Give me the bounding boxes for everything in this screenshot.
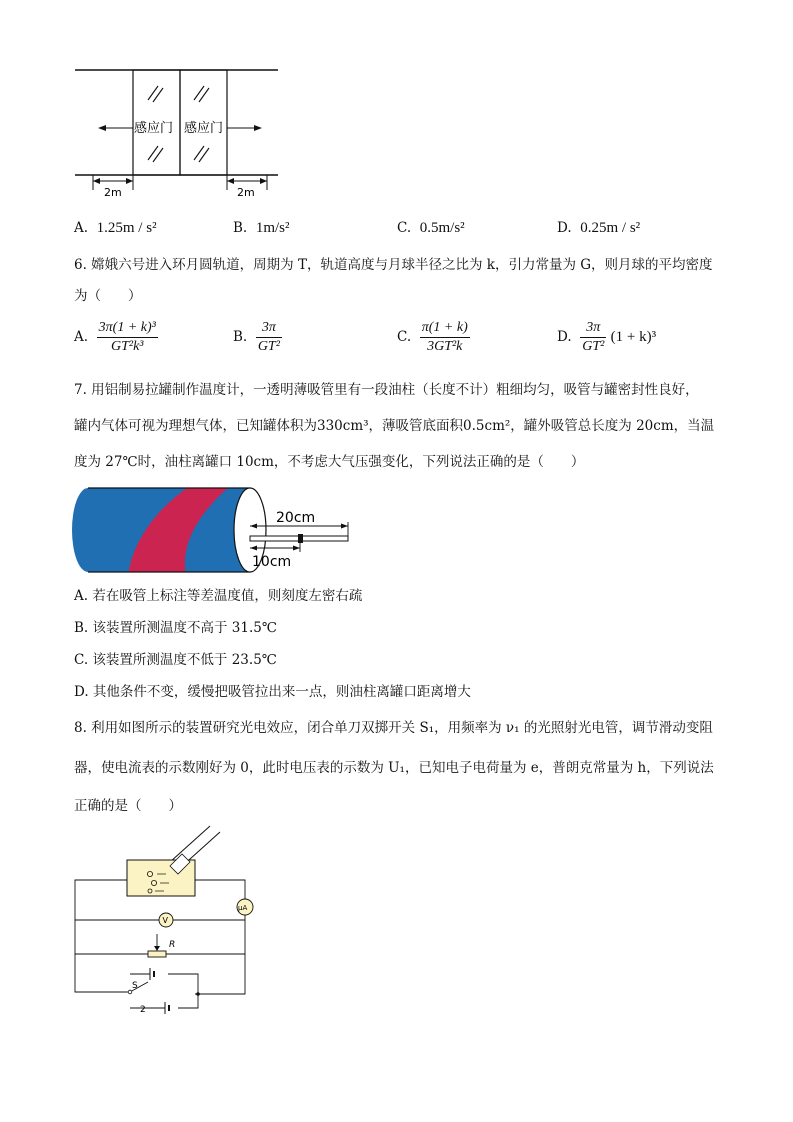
- sensor-door-figure: [70, 62, 285, 202]
- q6-stem-line2: 为（ ）: [74, 288, 142, 304]
- switch-label: S: [132, 981, 138, 991]
- q7-stem-line2: 罐内气体可视为理想气体，已知罐体积为330cm³，薄吸管底面积0.5cm²，罐外吸管总长度为 20cm，当温: [74, 418, 715, 434]
- oil-column: [298, 534, 303, 543]
- q6-option-d: D. $\frac{3\pi}{\text{GT²}}$ (1 + k)³: [557, 320, 657, 354]
- q8-stem-line3: 正确的是（ ）: [74, 798, 182, 814]
- q8-stem-line2: 器，使电流表的示数刚好为 0，此时电压表的示数为 U₁，已知电子电荷量为 e，普朗克常量为 h，下列说法: [74, 760, 714, 776]
- rheostat: [148, 951, 166, 957]
- q8-stem-line1: 8. 利用如图所示的装置研究光电效应，闭合单刀双掷开关 S₁，用频率为 ν₁ 的光照射光电管，调节滑动变阻: [74, 720, 713, 736]
- voltmeter-label: V: [162, 916, 168, 925]
- can-thermometer-figure: [70, 484, 360, 576]
- door-dim-left: 2m: [104, 186, 122, 199]
- photoelectric-circuit-figure: [70, 822, 270, 1022]
- door-label-left: 感应门: [134, 121, 174, 136]
- q7-option-d: D. 其他条件不变，缓慢把吸管拉出来一点，则油柱离罐口距离增大: [74, 684, 471, 700]
- q5-option-d: D. 0.25m / s²: [557, 220, 641, 236]
- ammeter-label: μA: [238, 904, 248, 912]
- q5-option-b: B. 1m/s²: [233, 220, 290, 236]
- q7-option-b: B. 该装置所测温度不高于 31.5℃: [74, 620, 277, 636]
- q7-stem-line1: 7. 用铝制易拉罐制作温度计，一透明薄吸管里有一段油柱（长度不计）粗细均匀，吸管与罐密封性良好，: [74, 382, 699, 398]
- q7-option-a: A. 若在吸管上标注等差温度值，则刻度左密右疏: [74, 588, 363, 604]
- oil-distance-label: 10cm: [252, 554, 292, 570]
- q6-stem-line1: 6. 嫦娥六号进入环月圆轨道，周期为 T，轨道高度与月球半径之比为 k，引力常量为 G，则月球的平均密度: [74, 257, 713, 273]
- straw-length-label: 20cm: [276, 510, 316, 526]
- door-label-right: 感应门: [184, 121, 224, 136]
- q5-option-a: A. 1.25m / s²: [74, 220, 157, 236]
- q7-option-c: C. 该装置所测温度不低于 23.5℃: [74, 652, 277, 668]
- rheostat-label: R: [169, 940, 176, 950]
- q7-stem-line3: 度为 27℃时，油柱离罐口 10cm，不考虑大气压强变化，下列说法正确的是（ ）: [74, 454, 585, 470]
- door-dim-right: 2m: [237, 186, 255, 199]
- q6-option-a: A. $\frac{\text{3π(1 + k)³}}{\text{GT²k³}}$: [74, 320, 156, 354]
- q6-option-c: C. $\frac{\pi(1 + k)}{\text{3GT²k}}$: [397, 320, 468, 354]
- q5-option-c: C. 0.5m/s²: [397, 220, 465, 236]
- q6-option-b: B. $\frac{3\pi}{\text{GT²}}$: [233, 320, 280, 354]
- terminal-2-label: 2: [140, 1005, 146, 1015]
